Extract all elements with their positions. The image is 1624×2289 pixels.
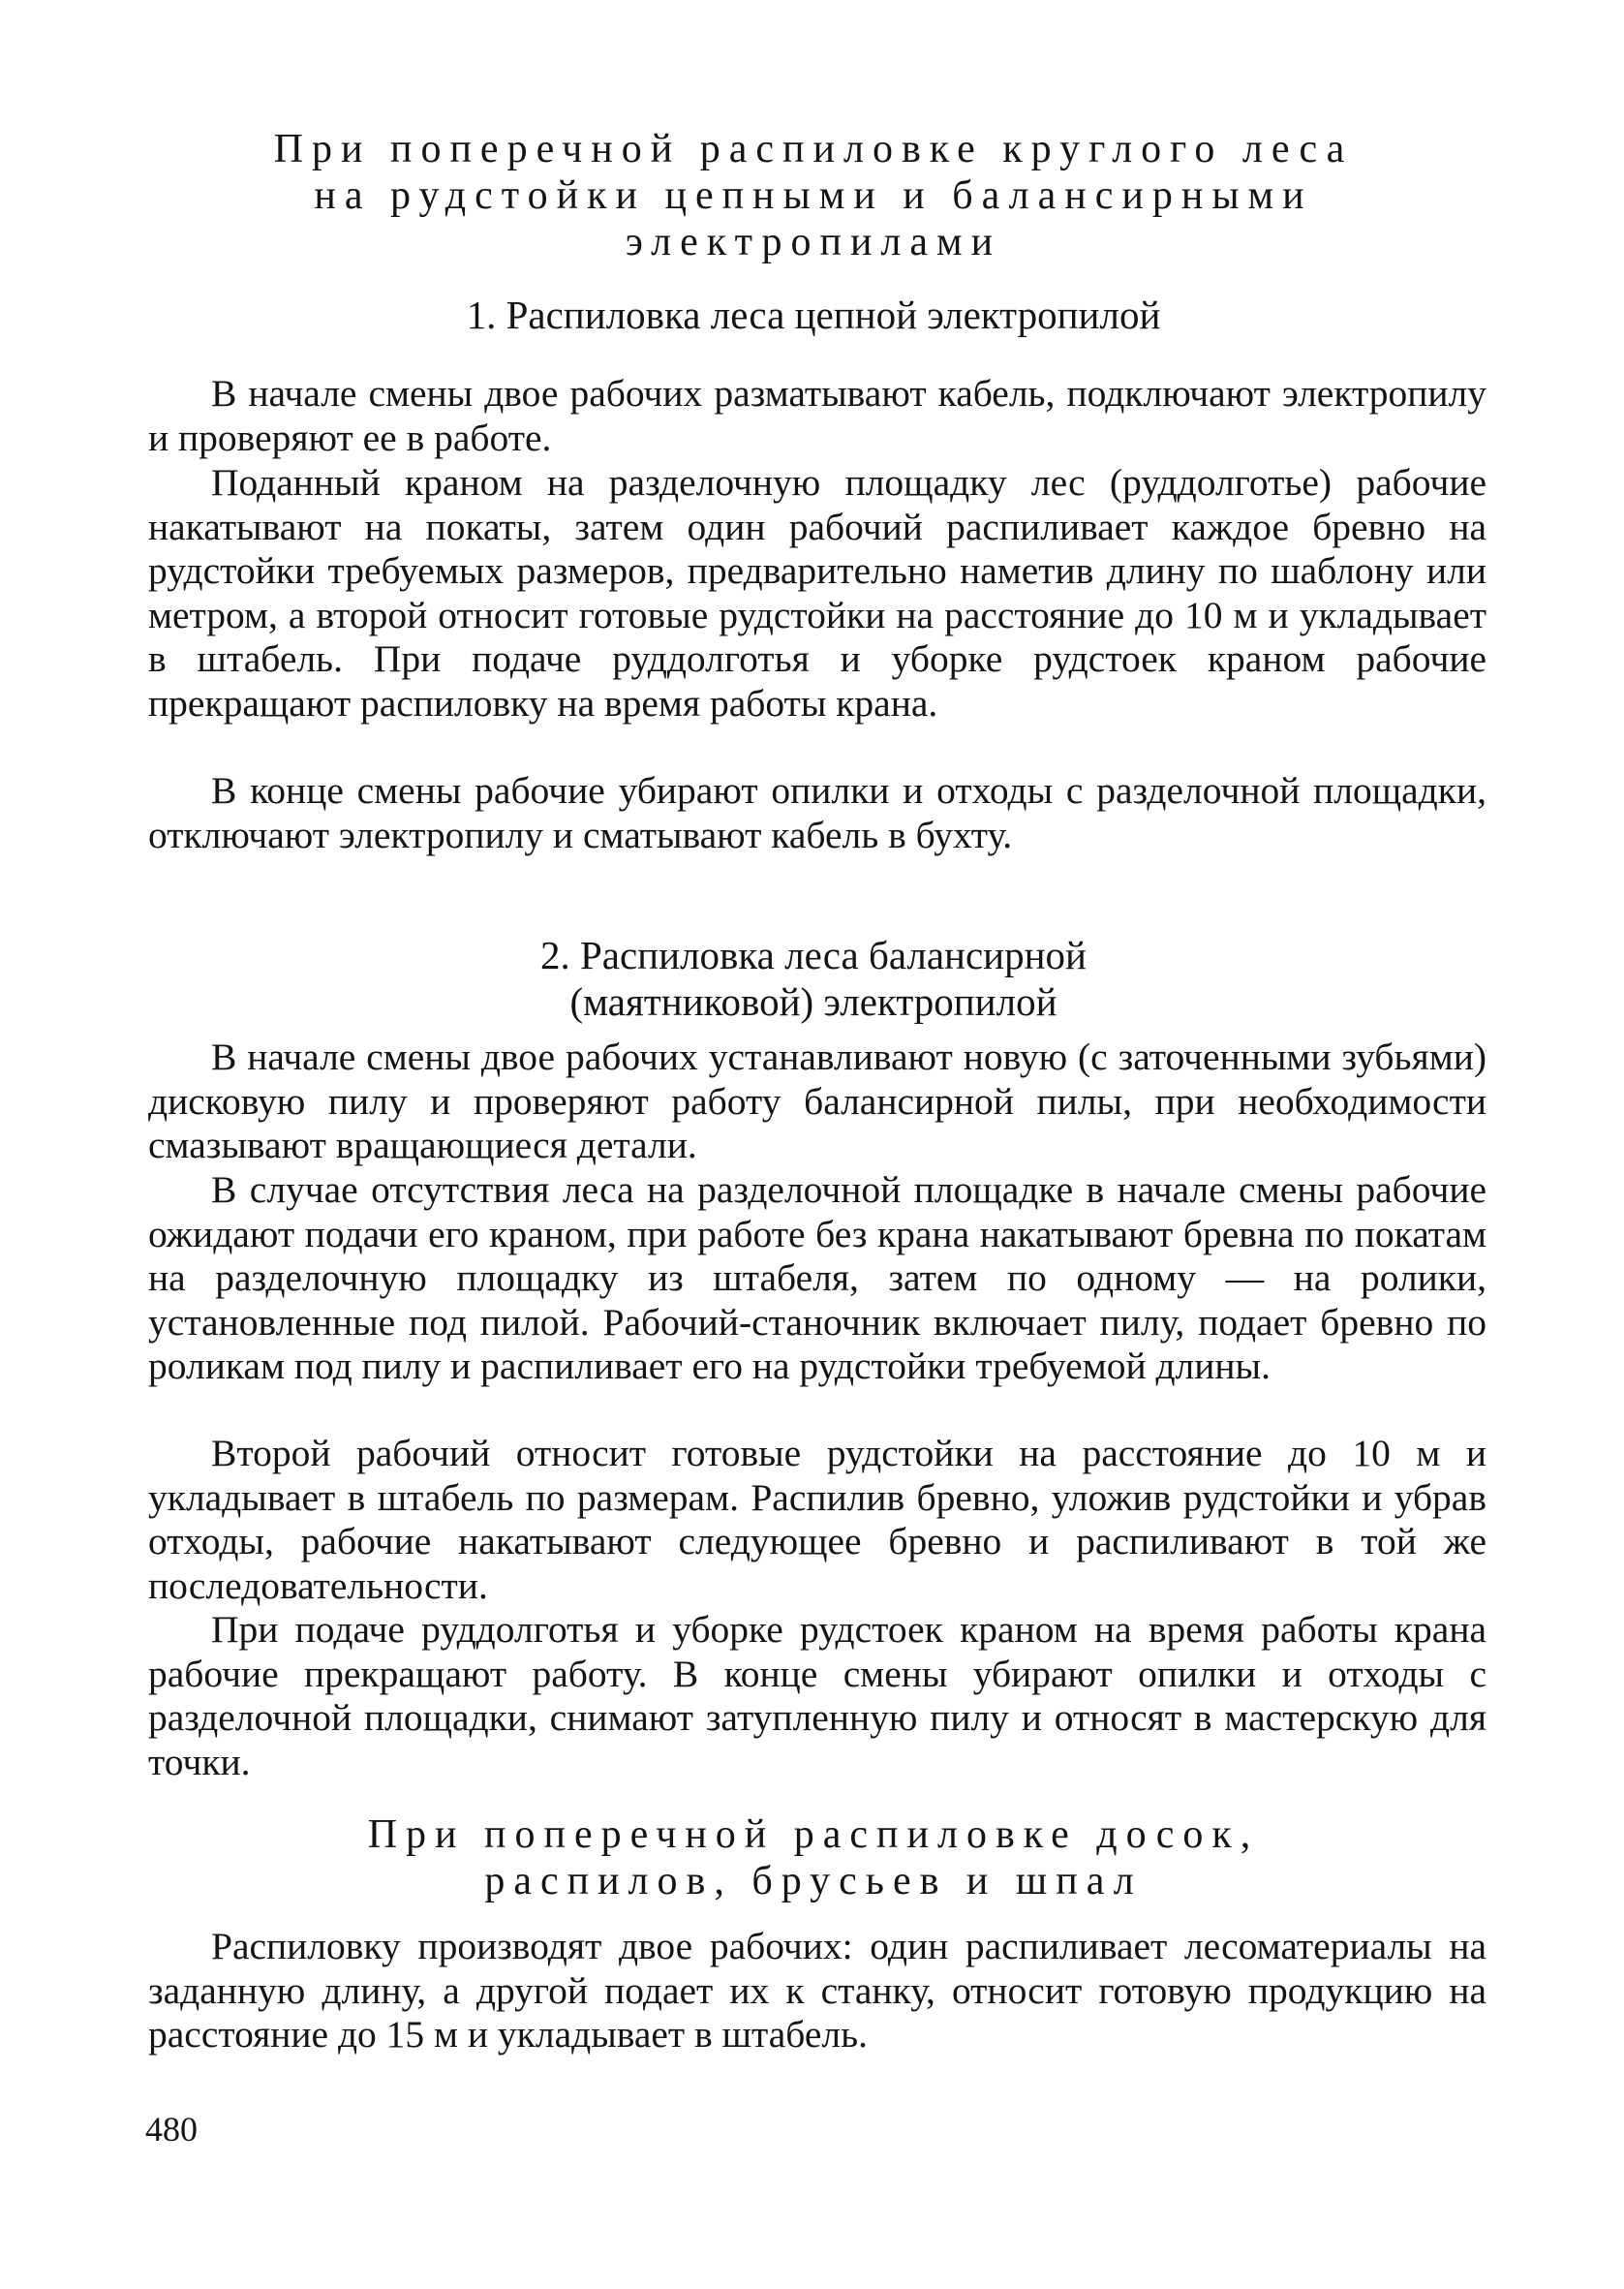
paragraph: В случае отсутствия леса на разделочной площадке в начале смены рабочие ожидают подачи его краном, при работе без крана накатывают бревна по покатам на разделочную площадку из штабеля, затем по одному — на ролики, установленные под пилой. Рабочий-станочник включает пилу, подает бревно по роликам под пилу и распиливает его на рудстойки требуемой длины. bbox=[148, 1168, 1486, 1387]
paragraph: Второй рабочий относит готовые рудстойки на расстояние до 10 м и укладывает в штабель по размерам. Распилив бревно, уложив рудстойки и убрав отходы, рабочие накатывают следующее бревно и распиливают в той же последовательности. bbox=[148, 1432, 1486, 1607]
paragraph: В конце смены рабочие убирают опилки и отходы с разделочной площадки, отключают электропилу и сматывают кабель в бухту. bbox=[148, 769, 1486, 856]
paragraph: При подаче руддолготья и уборке рудстоек краном на время работы крана рабочие прекращают работу. В конце смены убирают опилки и отходы с разделочной площадки, снимают затупленную пилу и относят в мастерскую для точки. bbox=[148, 1608, 1486, 1783]
page-number: 480 bbox=[145, 2110, 198, 2149]
heading-line: При поперечной распиловке досок, bbox=[367, 1812, 1260, 1857]
heading-line: на рудстойки цепными и балансирными bbox=[314, 173, 1313, 218]
heading-line: При поперечной распиловке круглого леса bbox=[273, 127, 1354, 171]
subsection-title-chain-saw bbox=[145, 292, 1482, 338]
section-heading-round-timber bbox=[145, 126, 1482, 265]
heading-line: распилов, брусьев и шпал bbox=[484, 1859, 1143, 1903]
paragraph: В начале смены двое рабочих разматывают кабель, подключают электропилу и проверяют ее в работе. bbox=[148, 372, 1486, 459]
section-heading-boards bbox=[145, 1811, 1482, 1904]
paragraph: В начале смены двое рабочих устанавливают новую (с заточенными зубьями) дисковую пилу и проверяют работу балансирной пилы, при необходимости смазывают вращающиеся детали. bbox=[148, 1036, 1486, 1166]
heading-line: электропилами bbox=[625, 220, 1002, 264]
paragraph: Поданный краном на разделочную площадку лес (руддолготье) рабочие накатывают на покаты, затем один рабочий распиливает каждое бревно на рудстойки требуемых размеров, предварительно наметив длину по шаблону или метром, а второй относит готовые рудстойки на расстояние до 10 м и укладывает в штабель. При подаче руддолготья и уборке рудстоек краном рабочие прекращают распиловку на время работы крана. bbox=[148, 461, 1486, 725]
subsection-title-balance-saw bbox=[145, 932, 1482, 1025]
subsection-title-line: (маятниковой) электропилой bbox=[569, 979, 1057, 1024]
subsection-title-line: 2. Распиловка леса балансирной bbox=[539, 933, 1087, 977]
subsection-title-text: 1. Распиловка леса цепной электропилой bbox=[466, 293, 1161, 337]
paragraph: Распиловку производят двое рабочих: один распиливает лесоматериалы на заданную длину, а другой подает их к станку, относит готовую продукцию на расстояние до 15 м и укладывает в штабель. bbox=[148, 1925, 1486, 2056]
